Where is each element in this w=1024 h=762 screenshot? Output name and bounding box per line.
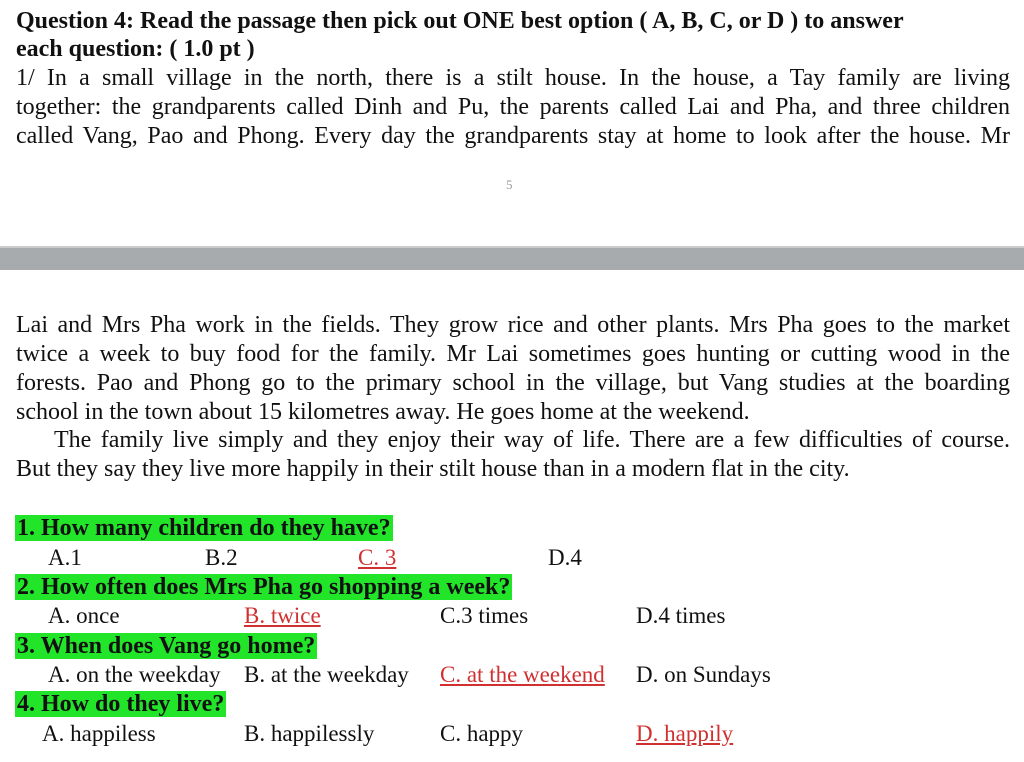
passage-line-5: twice a week to buy food for the family. Mr Lai sometimes goes hunting or cutting wood in the: [16, 341, 1010, 367]
q1-option-d: D.4: [548, 545, 582, 570]
passage-line-4: Lai and Mrs Pha work in the fields. They grow rice and other plants. Mrs Pha goes to the market: [16, 312, 1010, 338]
q3-option-b: B. at the weekday: [244, 662, 409, 687]
question-3: [15, 632, 317, 660]
question-4: [15, 690, 226, 718]
page-number: 5: [506, 177, 513, 192]
question-3-text: 3. When does Vang go home?: [17, 633, 316, 659]
passage-line-3: called Vang, Pao and Phong. Every day the grandparents stay at home to look after the house. Mr: [16, 123, 1010, 149]
question-1: [15, 514, 393, 542]
q3-option-d: D. on Sundays: [636, 662, 771, 687]
passage-line-6: forests. Pao and Phong go to the primary school in the village, but Vang studies at the boarding: [16, 370, 1010, 396]
q2-option-d: D.4 times: [636, 603, 726, 628]
question-1-text: 1. How many children do they have?: [17, 515, 391, 541]
q2-option-b-answer: B. twice: [244, 603, 321, 628]
q4-option-c: C. happy: [440, 721, 524, 746]
page-separator: [0, 248, 1024, 270]
q4-option-b: B. happilessly: [244, 721, 375, 746]
question-4-text: 4. How do they live?: [17, 691, 225, 717]
q2-option-c: C.3 times: [440, 603, 529, 628]
q1-option-b: B.2: [205, 545, 238, 570]
passage-line-9: But they say they live more happily in their stilt house than in a modern flat in the city.: [16, 456, 850, 482]
question-title-line1: Question 4: Read the passage then pick out ONE best option ( A, B, C, or D ) to answer: [16, 8, 904, 34]
passage-line-7: school in the town about 15 kilometres away. He goes home at the weekend.: [16, 399, 750, 425]
question-title-line2: each question: ( 1.0 pt ): [16, 36, 255, 62]
passage-line-2: together: the grandparents called Dinh and Pu, the parents called Lai and Pha, and three children: [16, 94, 1010, 120]
q1-option-c-answer: C. 3: [358, 545, 397, 570]
q3-option-a: A. on the weekday: [48, 662, 221, 687]
question-2: [15, 573, 512, 601]
passage-line-1: 1/ In a small village in the north, there is a stilt house. In the house, a Tay family are living: [16, 65, 1010, 91]
q2-option-a: A. once: [48, 603, 120, 628]
q4-option-a: A. happiless: [42, 721, 156, 746]
q3-option-c-answer: C. at the weekend: [440, 662, 605, 687]
page-bottom: [0, 270, 1024, 762]
q1-option-a: A.1: [48, 545, 82, 570]
page-top: [0, 0, 1024, 248]
q4-option-d-answer: D. happily: [636, 721, 734, 746]
question-2-text: 2. How often does Mrs Pha go shopping a week?: [17, 574, 511, 600]
passage-line-8: The family live simply and they enjoy their way of life. There are a few difficulties of course.: [54, 427, 1010, 453]
